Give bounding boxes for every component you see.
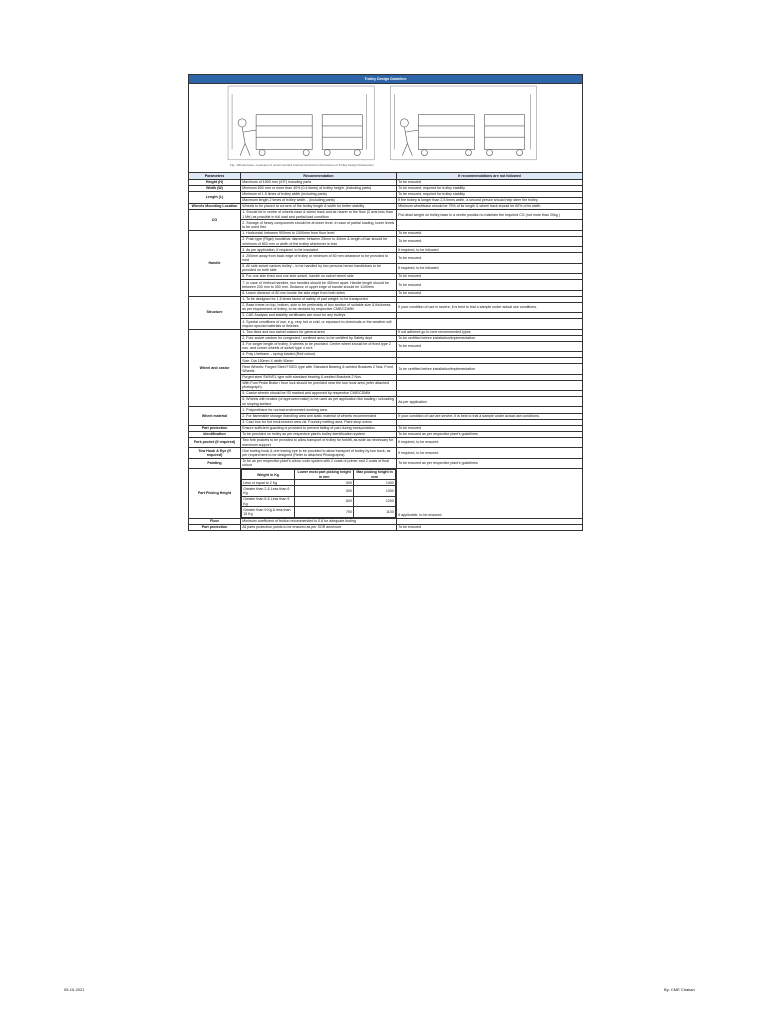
trolley-drawing: [190, 84, 581, 170]
recommendation-cell: 2. Push type (Rigid) handlebar diameter between 25mm to 40mm & length of bar should be minimum of 800 mm or width of the trolley whichever is less: [241, 236, 397, 246]
recommendation-cell: 8. Leave distance of 80 mm inside the side edge from both sides: [241, 290, 397, 296]
not-followed-cell: If not adhered go to next recommended types: [397, 329, 583, 335]
picking-value-cell: 600: [295, 496, 354, 506]
parameter-cell: Floor: [189, 518, 241, 524]
table-row: [189, 280, 583, 290]
not-followed-cell: To be ensured, required for trolley stability: [397, 185, 583, 191]
table-row: [189, 253, 583, 263]
parameter-cell: Handle: [189, 230, 241, 296]
picking-value-cell: 1300: [354, 486, 396, 496]
not-followed-cell: To be ensured as per respective plant's guidelines: [397, 431, 583, 437]
trolley-illustration: [189, 83, 583, 172]
table-row: [189, 448, 583, 458]
recommendation-cell: Wheels to be placed at corners of the trolley length & width for better stability: [241, 203, 397, 209]
recommendation-cell: Minimum 600 mm or more than 40% (0.4 times) of trolley height, (including parts): [241, 185, 397, 191]
parameter-cell: Painting: [189, 458, 241, 468]
not-followed-cell: To be ensured: [397, 425, 583, 431]
table-row: [189, 397, 583, 407]
recommendation-cell: 6. Wheels with brakes (of approved make) to be used as per application like loading / unloading on sloping surface: [241, 397, 397, 407]
illustration-caption: Fig.: Wheels base, measures of recommended maximum/minimum dimensions of Trolley Design Parameters: [230, 163, 374, 168]
parameter-cell: Tow Hook & Eye (If required): [189, 448, 241, 458]
parameter-cell: Height (H): [189, 179, 241, 185]
not-followed-cell: [397, 319, 583, 329]
table-row: [189, 341, 583, 351]
recommendation-cell: 7. In case of Vertical handles, two handles should be 450mm apart. Handle length should be between 200 mm to 300 mm. Distance of upper edge of handle should be 1100mm: [241, 280, 397, 290]
recommendation-cell: Minimum of 1.5 times of trolley width (including parts): [241, 191, 397, 197]
table-row: [189, 468, 583, 518]
picking-header-cell: Lower most part picking height in mm: [295, 469, 354, 479]
picking-row: [242, 496, 396, 506]
recommendation-cell: Rear Wheels: Forged Steel FIXED type with Standard Bearing & welded Brackets 2 Nos. Front Wheels:: [241, 364, 397, 374]
recommendation-cell: 1. Two fixed and two swivel castors for general area: [241, 329, 397, 335]
not-followed-cell: If required, to be followed: [397, 247, 583, 253]
parameter-cell: Part protection: [189, 524, 241, 530]
parameter-cell: Structure: [189, 296, 241, 329]
table-row: [189, 220, 583, 230]
not-followed-cell: To be ensured: [397, 341, 583, 351]
not-followed-cell: To be ensured.: [397, 230, 583, 236]
parameter-cell: Part protection: [189, 425, 241, 431]
not-followed-cell: To be ensured as per respective plant's guidelines: [397, 458, 583, 468]
recommendation-cell: Size: Dia 150mm X width 50mm: [241, 358, 397, 364]
table-row: [189, 236, 583, 246]
table-row: [189, 437, 583, 447]
picking-value-cell: Greater than 2 & Less than 6 Kg: [242, 486, 295, 496]
recommendation-cell: 4. Special conditions of use, e.g. very hot or cold, or exposure to chemicals or the weather will require special materials or finishes.: [241, 319, 397, 329]
parameter-cell: Wheel material: [189, 407, 241, 425]
table-row: [189, 210, 583, 220]
recommendation-cell: Two fork pockets to be provided to allow transport of trolley for forklift, as wide as necessary for maximum support: [241, 437, 397, 447]
picking-value-cell: 1200: [354, 496, 396, 506]
recommendation-cell: 1. Polyurethane for normal environment working area.: [241, 407, 397, 413]
recommendation-cell: 1. Should be in centre of wheels base & wheel track and as nearer to the floor (2 axis less than 1 Mtr) as possible in full load and partial load condition: [241, 210, 397, 220]
picking-row: [242, 486, 396, 496]
recommendation-cell: 6. For one side fixed and one side swivel, handle on swivel wheel side: [241, 274, 397, 280]
picking-value-cell: Less or equal to 2 Kg: [242, 480, 295, 486]
parameter-cell: Identification: [189, 431, 241, 437]
table-row: [189, 380, 583, 390]
picking-value-cell: Greater than 6 & Less than 9 Kg: [242, 496, 295, 506]
not-followed-cell: If your condition of use is severe, it is best to trial a sample under actual use conditions.: [397, 302, 583, 312]
recommendation-cell: Maximum length 2 times of trolley width. - (including parts): [241, 197, 397, 203]
picking-height-cell: [241, 468, 397, 518]
header-not-followed: If recommendations are not followed: [397, 172, 583, 179]
parameter-cell: Width (W): [189, 185, 241, 191]
table-row: [189, 263, 583, 273]
recommendation-cell: 3. As per application, if required, to be insulated: [241, 247, 397, 253]
recommendation-cell: To be provided on trolley as per respective plant's trolley identification system: [241, 431, 397, 437]
not-followed-cell: If required, to be ensured: [397, 448, 583, 458]
not-followed-cell: As per application: [397, 397, 583, 407]
not-followed-cell: If the trolley is longer than 2.5 times width, a second person should help steer the trolley.: [397, 197, 583, 203]
table-row: [189, 364, 583, 374]
not-followed-cell: To be ensured, required for trolley stability: [397, 191, 583, 197]
picking-value-cell: 1100: [354, 507, 396, 517]
sheet-title: Trolley Design Guideline: [189, 75, 583, 84]
recommendation-cell: Ensure sufficient guarding is provided to prevent falling of part during transportation: [241, 425, 397, 431]
recommendation-cell: 5. All side swivel castors trolley – to be handled by two persons hence handlebars to be provided on both side: [241, 263, 397, 273]
recommendation-cell: 1. Horizontal; between 900mm to 1000mm from floor level: [241, 230, 397, 236]
illustration-row: [189, 83, 583, 172]
table-row: [189, 319, 583, 329]
picking-row: [242, 507, 396, 517]
not-followed-cell: To be ensured: [397, 274, 583, 280]
not-followed-cell: If your condition of use are severe, it is best to trial a sample under actual use conditions.: [397, 413, 583, 419]
parameter-cell: Part Picking Height: [189, 468, 241, 518]
not-followed-cell: To be ensured: [397, 524, 583, 530]
picking-header-cell: Max picking height in mm: [354, 469, 396, 479]
recommendation-cell: 2. Base frame on top, bottom, side to be preferably of box section of suitable size & thickness as per requirement of trolley, to be decided by respective CME/CDMM: [241, 302, 397, 312]
recommendation-cell: 3. For longer length of trolley, 6 wheels to be provided. Centre wheel should be of fixed type 2 nos. and corner wheels of swivel type 4 no's: [241, 341, 397, 351]
guideline-sheet: [188, 74, 582, 531]
not-followed-cell: [397, 380, 583, 390]
not-followed-cell: To be ensured: [397, 179, 583, 185]
not-followed-cell: To be ensured.: [397, 236, 583, 246]
recommendation-cell: 4. 200mm away from back edge of trolley or minimum of 50 mm clearance to be provided to hold: [241, 253, 397, 263]
table-row: [189, 302, 583, 312]
recommendation-cell: 2. Storage of heavy components should be at lower level. In case of partial loading, lower levels to be used first: [241, 220, 397, 230]
header-recommendation: Recommendation: [241, 172, 397, 179]
not-followed-cell: If required, to be followed: [397, 263, 583, 273]
not-followed-cell: If applicable, to be ensured: [397, 468, 583, 518]
recommendation-cell: With Foot Pedal Brake / floor lock should be provided near the tow hook area (refer attached photograph).: [241, 380, 397, 390]
recommendation-cell: 4. Poly Urethane – spring loaded (Red colour): [241, 352, 397, 358]
not-followed-cell: To be certified before installation/implementation: [397, 335, 583, 341]
recommendation-cell: 2. Four swivel castors for congested / confined area, to be certified by Safety dept: [241, 335, 397, 341]
recommendation-cell: 1. To be designed for 1.5 times factor of safety of part weight, to be transported: [241, 296, 397, 302]
picking-value-cell: 700: [295, 507, 354, 517]
header-row: [189, 172, 583, 179]
not-followed-cell: To be certified before installation/implementation: [397, 364, 583, 374]
recommendation-cell: 5. Castor wheels should be ISI marked and approved by respective CME/CDMM: [241, 391, 397, 397]
recommendation-cell: 3. CAE Analysis and stability certificates are must for any trolleys: [241, 313, 397, 319]
parameter-cell: Wheel and castor: [189, 329, 241, 407]
not-followed-cell: If required, to be ensured: [397, 437, 583, 447]
recommendation-cell: All parts protection points to be ensured as per SOR annexure: [241, 524, 397, 530]
recommendation-cell: Minimum coefficient of friction recommended is 0.8 for adequate footing: [241, 518, 397, 524]
table-row: [189, 458, 583, 468]
picking-value-cell: 500: [295, 480, 354, 486]
recommendation-cell: To be as per respective plant's colour code system with 2 coats of primer and 2 coats of final colour: [241, 458, 397, 468]
guideline-rows: [189, 179, 583, 530]
picking-height-table: [241, 469, 396, 518]
recommendation-cell: 3. Cast Iron for hot environment area viz. Foundry melting area, Paint shop ovens: [241, 419, 397, 425]
footer-author: By: CME Chakan: [664, 987, 695, 992]
recommendation-cell: Maximum of 1500 mm (4'9") including parts: [241, 179, 397, 185]
parameter-cell: Fork pocket (If required): [189, 437, 241, 447]
not-followed-cell: To be ensured: [397, 280, 583, 290]
picking-value-cell: Greater than 9 Kg & less than 15 Kg: [242, 507, 295, 517]
recommendation-cell: One towing hook & one towing eye to be provided to allow transport of trolley by tow truck, as per requirement to be designed (Refer to attached Photographs): [241, 448, 397, 458]
not-followed-cell: Put dead weight on trolley base in a centre position to maintain the required CG (not more than 20kg ): [397, 210, 583, 220]
not-followed-cell: To be ensured.: [397, 253, 583, 263]
header-parameters: Parameters: [189, 172, 241, 179]
recommendation-cell: Forged steel SWIVEL type with standard bearing & welded Brackets 2 Nos.: [241, 374, 397, 380]
picking-value-cell: 500: [295, 486, 354, 496]
not-followed-cell: To be ensured: [397, 290, 583, 296]
footer-date: 05-10-2021: [64, 987, 85, 992]
parameter-cell: Length (L): [189, 191, 241, 203]
not-followed-cell: -: [397, 220, 583, 230]
picking-value-cell: 1400: [354, 480, 396, 486]
parameter-cell: CG: [189, 210, 241, 231]
recommendation-cell: 2. For flammable storage /handling area anti static material of wheels recommended: [241, 413, 397, 419]
parameter-cell: Wheels Mounting Location: [189, 203, 241, 209]
guideline-table: [188, 74, 583, 531]
title-row: [189, 75, 583, 84]
picking-header-cell: Weight in Kg: [242, 469, 295, 479]
not-followed-cell: Minimum wheelbase should be 75% of its length & wheel track should be 60% of its width.: [397, 203, 583, 209]
table-row: [189, 524, 583, 530]
